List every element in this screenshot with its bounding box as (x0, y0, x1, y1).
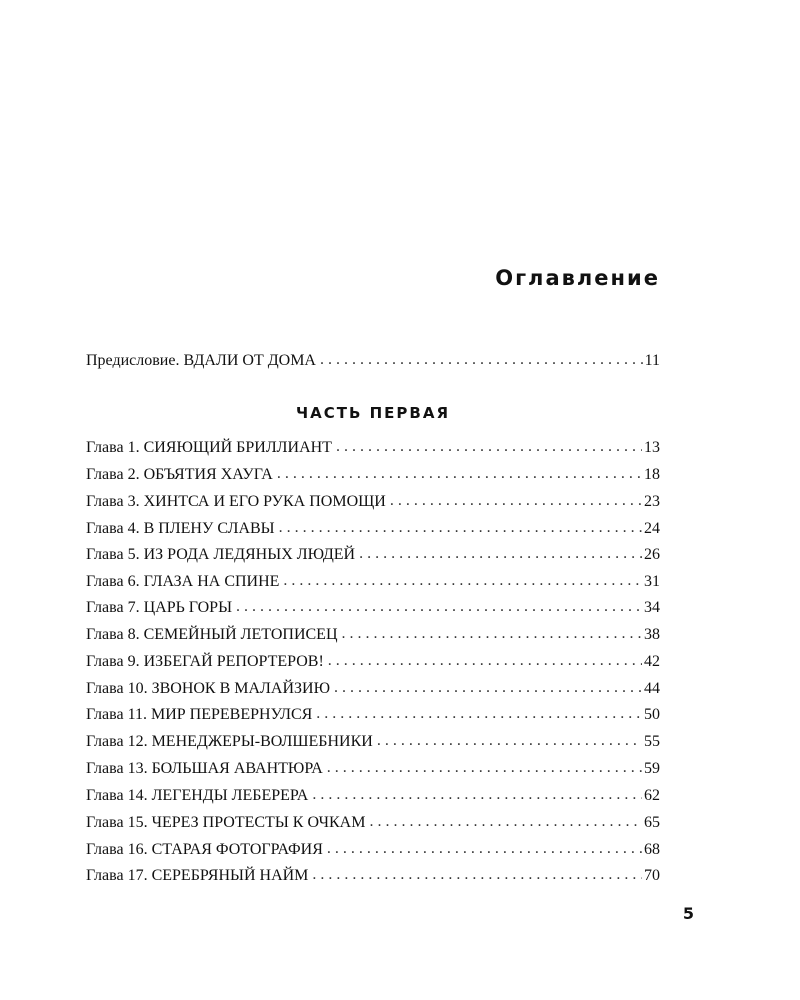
toc-entry-chapter-1 (86, 439, 660, 461)
toc-entry-label: Глава 15. ЧЕРЕЗ ПРОТЕСТЫ К ОЧКАМ (86, 814, 366, 831)
dot-leader (312, 866, 642, 884)
toc-entry-label: Предисловие. ВДАЛИ ОТ ДОМА (86, 352, 316, 369)
toc-entry-chapter-16 (86, 841, 660, 863)
dot-leader (390, 492, 642, 510)
toc-entry-page: 34 (644, 599, 660, 616)
dot-leader (283, 572, 642, 590)
toc-entry-label: Глава 10. ЗВОНОК В МАЛАЙЗИЮ (86, 680, 331, 697)
dot-leader (334, 679, 642, 697)
dot-leader (277, 465, 642, 483)
toc-title: Оглавление (495, 266, 660, 290)
toc-entry-page: 55 (644, 733, 660, 750)
dot-leader (316, 705, 642, 723)
toc-entry-label: Глава 12. МЕНЕДЖЕРЫ-ВОЛШЕБНИКИ (86, 733, 373, 750)
toc-entry-chapter-7 (86, 599, 660, 621)
toc-entry-label: Глава 9. ИЗБЕГАЙ РЕПОРТЕРОВ! (86, 653, 324, 670)
dot-leader (359, 545, 642, 563)
dot-leader (369, 813, 642, 831)
toc-entry-chapter-15 (86, 814, 660, 836)
toc-entry-chapter-6 (86, 573, 660, 595)
toc-entry-page: 50 (644, 706, 660, 723)
dot-leader (377, 732, 642, 750)
toc-entry-label: Глава 16. СТАРАЯ ФОТОГРАФИЯ (86, 841, 323, 858)
toc-entry-page: 13 (644, 439, 660, 456)
toc-entry-label: Глава 13. БОЛЬШАЯ АВАНТЮРА (86, 760, 323, 777)
toc-entry-chapter-4 (86, 520, 660, 542)
toc-entry-page: 23 (644, 493, 660, 510)
page-number: 5 (682, 904, 694, 923)
toc-entry-chapter-8 (86, 626, 660, 648)
toc-entry-chapter-14 (86, 787, 660, 809)
toc-entry-label: Глава 1. СИЯЮЩИЙ БРИЛЛИАНТ (86, 439, 332, 456)
dot-leader (328, 652, 642, 670)
toc-entry-chapter-9 (86, 653, 660, 675)
toc-entry-page: 26 (644, 546, 660, 563)
toc-entry-page: 44 (644, 680, 660, 697)
toc-entry-chapter-13 (86, 760, 660, 782)
dot-leader (312, 786, 642, 804)
dot-leader (327, 840, 642, 858)
toc-entry-label: Глава 17. СЕРЕБРЯНЫЙ НАЙМ (86, 867, 309, 884)
toc-entry-label: Глава 3. ХИНТСА И ЕГО РУКА ПОМОЩИ (86, 493, 386, 510)
toc-entry-page: 70 (644, 867, 660, 884)
toc-entry-chapter-10 (86, 680, 660, 702)
toc-entry-page: 62 (644, 787, 660, 804)
toc-entry-label: Глава 4. В ПЛЕНУ СЛАВЫ (86, 520, 275, 537)
toc-entry-page: 24 (644, 520, 660, 537)
toc-entry-preface (86, 352, 660, 374)
dot-leader (327, 759, 642, 777)
part-heading: ЧАСТЬ ПЕРВАЯ (295, 404, 450, 422)
toc-entry-chapter-2 (86, 466, 660, 488)
toc-entry-label: Глава 2. ОБЪЯТИЯ ХАУГА (86, 466, 273, 483)
toc-entry-chapter-5 (86, 546, 660, 568)
toc-entry-page: 11 (644, 352, 660, 369)
toc-entry-chapter-3 (86, 493, 660, 515)
toc-entry-label: Глава 14. ЛЕГЕНДЫ ЛЕБЕРЕРА (86, 787, 309, 804)
toc-entry-page: 68 (644, 841, 660, 858)
toc-entry-page: 59 (644, 760, 660, 777)
toc-entry-label: Глава 5. ИЗ РОДА ЛЕДЯНЫХ ЛЮДЕЙ (86, 546, 356, 563)
toc-entry-label: Глава 6. ГЛАЗА НА СПИНЕ (86, 573, 280, 590)
toc-entry-page: 38 (644, 626, 660, 643)
toc-entry-label: Глава 11. МИР ПЕРЕВЕРНУЛСЯ (86, 706, 313, 723)
dot-leader (342, 625, 643, 643)
toc-entry-page: 18 (644, 466, 660, 483)
toc-entry-chapter-12 (86, 733, 660, 755)
dot-leader (320, 351, 643, 369)
toc-entry-chapter-17 (86, 867, 660, 889)
dot-leader (279, 519, 642, 537)
dot-leader (236, 598, 642, 616)
toc-entry-label: Глава 8. СЕМЕЙНЫЙ ЛЕТОПИСЕЦ (86, 626, 338, 643)
dot-leader (336, 438, 642, 456)
toc-entry-label: Глава 7. ЦАРЬ ГОРЫ (86, 599, 233, 616)
toc-entry-page: 31 (644, 573, 660, 590)
toc-entry-page: 65 (644, 814, 660, 831)
toc-entry-page: 42 (644, 653, 660, 670)
toc-entry-chapter-11 (86, 706, 660, 728)
